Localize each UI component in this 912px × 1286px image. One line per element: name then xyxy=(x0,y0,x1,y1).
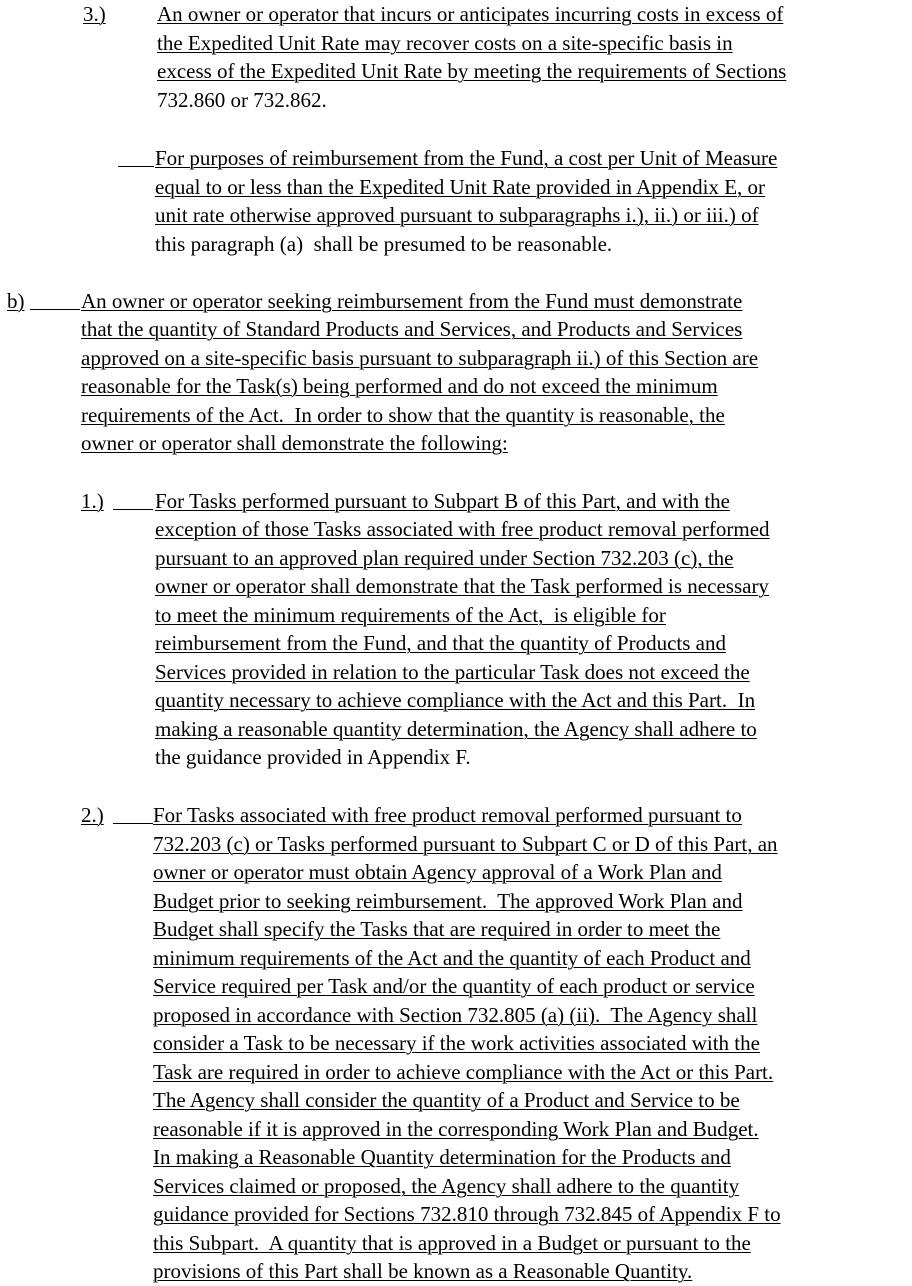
paragraph-label-3: 3.) xyxy=(83,2,106,26)
text-line: The Agency shall consider the quantity of a Product and Service to be xyxy=(153,1088,740,1112)
paragraph-label-2: 2.) xyxy=(81,803,104,827)
text-line: equal to or less than the Expedited Unit Rate provided in Appendix E, or xyxy=(155,175,766,199)
text-line: provisions of this Part shall be known as a Reasonable Quantity. xyxy=(153,1259,693,1283)
text-line: pursuant to an approved plan required under Section 732.203 (c), the xyxy=(155,546,734,570)
text-line: the guidance provided in Appendix F. xyxy=(155,745,471,769)
text-line: owner or operator shall demonstrate that the Task performed is necessary xyxy=(155,574,769,598)
text-line: Budget prior to seeking reimbursement. The approved Work Plan and xyxy=(153,889,743,913)
text-line: requirements of the Act. In order to show that the quantity is reasonable, the xyxy=(81,403,725,427)
text-line: Services provided in relation to the particular Task does not exceed the xyxy=(155,660,750,684)
text-line: quantity necessary to achieve compliance with the Act and this Part. In xyxy=(155,688,756,712)
text-line: 732.203 (c) or Tasks performed pursuant to Subpart C or D of this Part, an xyxy=(153,832,778,856)
indent-rule xyxy=(118,166,154,167)
text-line: that the quantity of Standard Products and Services, and Products and Services xyxy=(81,317,743,341)
text-line: the Expedited Unit Rate may recover costs on a site-specific basis in xyxy=(157,31,733,55)
text-line: making a reasonable quantity determination, the Agency shall adhere to xyxy=(155,717,757,741)
text-line: minimum requirements of the Act and the quantity of each Product and xyxy=(153,946,751,970)
text-line: reasonable for the Task(s) being performed and do not exceed the minimum xyxy=(81,374,718,398)
text-line: guidance provided for Sections 732.810 through 732.845 of Appendix F to xyxy=(153,1202,781,1226)
text-line: An owner or operator seeking reimbursement from the Fund must demonstrate xyxy=(81,289,743,313)
text-line: to meet the minimum requirements of the Act, is eligible for xyxy=(155,603,666,627)
text-line: this paragraph (a) shall be presumed to be reasonable. xyxy=(155,232,613,256)
text-line: proposed in accordance with Section 732.805 (a) (ii). The Agency shall xyxy=(153,1003,758,1027)
text-line: owner or operator must obtain Agency approval of a Work Plan and xyxy=(153,860,722,884)
text-line: reimbursement from the Fund, and that the quantity of Products and xyxy=(155,631,726,655)
paragraph-label-b: b) xyxy=(7,289,25,313)
text-line: For Tasks associated with free product removal performed pursuant to xyxy=(153,803,742,827)
text-line: For purposes of reimbursement from the Fund, a cost per Unit of Measure xyxy=(155,146,778,170)
label-rule xyxy=(113,509,153,510)
text-line: owner or operator shall demonstrate the following: xyxy=(81,431,508,455)
text-line: exception of those Tasks associated with free product removal performed xyxy=(155,517,770,541)
text-line: 732.860 or 732.862. xyxy=(157,88,327,112)
text-line: Budget shall specify the Tasks that are required in order to meet the xyxy=(153,917,721,941)
text-line: An owner or operator that incurs or anticipates incurring costs in excess of xyxy=(157,2,784,26)
label-rule xyxy=(113,823,153,824)
text-line: For Tasks performed pursuant to Subpart B of this Part, and with the xyxy=(155,489,730,513)
text-line: this Subpart. A quantity that is approved in a Budget or pursuant to the xyxy=(153,1231,751,1255)
paragraph-label-1: 1.) xyxy=(81,489,104,513)
text-line: Services claimed or proposed, the Agency shall adhere to the quantity xyxy=(153,1174,740,1198)
text-line: Task are required in order to achieve compliance with the Act or this Part. xyxy=(153,1060,774,1084)
text-line: consider a Task to be necessary if the work activities associated with the xyxy=(153,1031,760,1055)
text-line: In making a Reasonable Quantity determination for the Products and xyxy=(153,1145,731,1169)
text-line: reasonable if it is approved in the corresponding Work Plan and Budget. xyxy=(153,1117,759,1141)
text-line: approved on a site-specific basis pursuant to subparagraph ii.) of this Section are xyxy=(81,346,759,370)
label-rule xyxy=(30,309,80,310)
text-line: unit rate otherwise approved pursuant to subparagraphs i.), ii.) or iii.) of xyxy=(155,203,759,227)
text-line: excess of the Expedited Unit Rate by meeting the requirements of Sections xyxy=(157,59,787,83)
text-line: Service required per Task and/or the quantity of each product or service xyxy=(153,974,755,998)
